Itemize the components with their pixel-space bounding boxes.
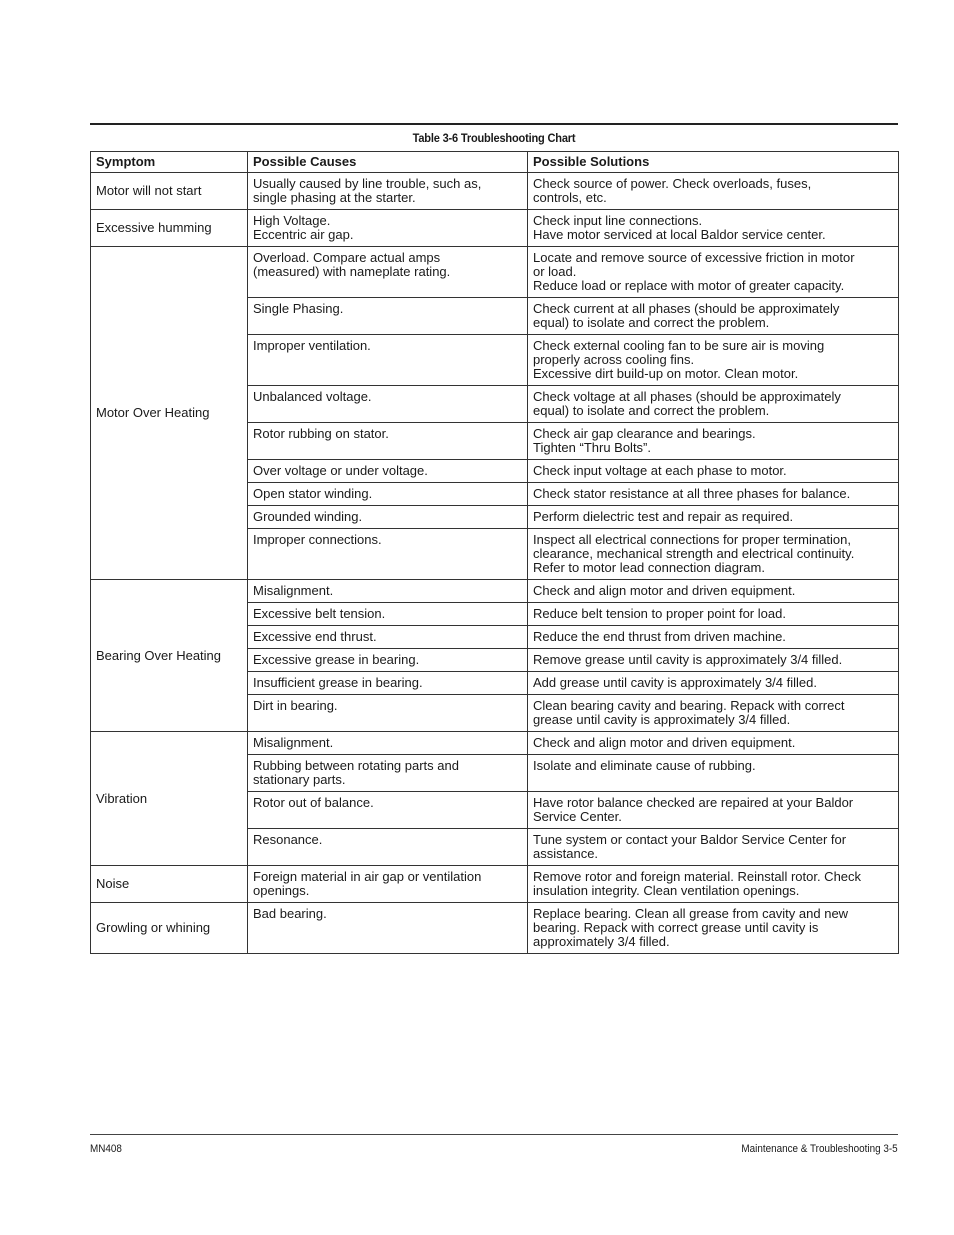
- solution-cell: [528, 649, 899, 672]
- cause-cell: [248, 335, 528, 386]
- cause-line: Improper ventilation.: [253, 338, 371, 353]
- solution-line: assistance.: [533, 846, 599, 861]
- cause-line: single phasing at the starter.: [253, 190, 416, 205]
- cause-line: Bad bearing.: [253, 906, 327, 921]
- solution-line: Check external cooling fan to be sure air is moving: [533, 338, 825, 353]
- cause-line: Open stator winding.: [253, 486, 373, 501]
- table-row: [91, 173, 899, 210]
- cause-line: Excessive grease in bearing.: [253, 652, 420, 667]
- solution-line: Inspect all electrical connections for proper termination,: [533, 532, 851, 547]
- solution-cell: [528, 173, 899, 210]
- solution-line: Service Center.: [533, 809, 622, 824]
- cause-cell: [248, 173, 528, 210]
- cause-cell: [248, 529, 528, 580]
- cause-line: Usually caused by line trouble, such as,: [253, 176, 482, 191]
- symptom-cell: Noise: [91, 866, 248, 903]
- solution-line: Reduce belt tension to proper point for load.: [533, 606, 786, 621]
- cause-cell: [248, 460, 528, 483]
- cause-cell: [248, 626, 528, 649]
- solution-cell: [528, 335, 899, 386]
- solution-line: Locate and remove source of excessive friction in motor: [533, 250, 855, 265]
- solution-cell: [528, 695, 899, 732]
- footer-rule: [90, 1134, 898, 1135]
- solution-cell: [528, 483, 899, 506]
- solution-cell: [528, 247, 899, 298]
- top-rule: [90, 123, 898, 125]
- table-header-row: [91, 152, 899, 173]
- cause-cell: [248, 247, 528, 298]
- solution-cell: [528, 210, 899, 247]
- solution-line: Excessive dirt build-up on motor. Clean motor.: [533, 366, 799, 381]
- solution-cell: [528, 866, 899, 903]
- solution-line: Check air gap clearance and bearings.: [533, 426, 756, 441]
- cause-cell: [248, 755, 528, 792]
- solution-line: Check and align motor and driven equipment.: [533, 583, 796, 598]
- cause-cell: [248, 210, 528, 247]
- solution-cell: [528, 423, 899, 460]
- cause-line: Improper connections.: [253, 532, 382, 547]
- solution-cell: [528, 626, 899, 649]
- header-possible-solutions: Possible Solutions: [528, 152, 899, 173]
- footer-section-page: Maintenance & Troubleshooting 3-5: [741, 1143, 898, 1155]
- cause-line: Foreign material in air gap or ventilation: [253, 869, 482, 884]
- cause-cell: [248, 580, 528, 603]
- cause-line: Unbalanced voltage.: [253, 389, 372, 404]
- cause-line: Excessive end thrust.: [253, 629, 377, 644]
- solution-line: approximately 3/4 filled.: [533, 934, 670, 949]
- solution-cell: [528, 792, 899, 829]
- cause-cell: [248, 506, 528, 529]
- solution-cell: [528, 672, 899, 695]
- solution-line: Check stator resistance at all three phases for balance.: [533, 486, 851, 501]
- solution-line: Have motor serviced at local Baldor service center.: [533, 227, 826, 242]
- solution-line: equal) to isolate and correct the problem.: [533, 403, 770, 418]
- solution-line: Check source of power. Check overloads, fuses,: [533, 176, 812, 191]
- solution-cell: [528, 298, 899, 335]
- solution-line: grease until cavity is approximately 3/4 filled.: [533, 712, 791, 727]
- header-symptom: Symptom: [91, 152, 248, 173]
- table-row: [91, 866, 899, 903]
- cause-cell: [248, 829, 528, 866]
- footer-doc-number: MN408: [90, 1143, 122, 1155]
- table-row: [91, 903, 899, 954]
- table-row: [91, 580, 899, 603]
- solution-line: Perform dielectric test and repair as required.: [533, 509, 794, 524]
- cause-line: Over voltage or under voltage.: [253, 463, 428, 478]
- cause-line: Rotor out of balance.: [253, 795, 374, 810]
- solution-line: equal) to isolate and correct the problem.: [533, 315, 770, 330]
- table-row: [91, 210, 899, 247]
- cause-cell: [248, 603, 528, 626]
- cause-cell: [248, 695, 528, 732]
- table-row: [91, 732, 899, 755]
- solution-line: Check current at all phases (should be approximately: [533, 301, 840, 316]
- solution-line: Check input voltage at each phase to motor.: [533, 463, 787, 478]
- cause-line: Eccentric air gap.: [253, 227, 354, 242]
- cause-line: High Voltage.: [253, 213, 331, 228]
- solution-line: insulation integrity. Clean ventilation openings.: [533, 883, 800, 898]
- solution-line: properly across cooling fins.: [533, 352, 695, 367]
- table-caption: Table 3-6 Troubleshooting Chart: [412, 131, 576, 145]
- cause-line: Rotor rubbing on stator.: [253, 426, 389, 441]
- symptom-cell: Motor will not start: [91, 173, 248, 210]
- solution-line: Have rotor balance checked are repaired at your Baldor: [533, 795, 854, 810]
- solution-cell: [528, 829, 899, 866]
- cause-cell: [248, 483, 528, 506]
- solution-line: Remove rotor and foreign material. Reinstall rotor. Check: [533, 869, 862, 884]
- symptom-cell: Vibration: [91, 732, 248, 866]
- cause-line: stationary parts.: [253, 772, 346, 787]
- cause-cell: [248, 298, 528, 335]
- solution-line: Check and align motor and driven equipment.: [533, 735, 796, 750]
- cause-line: Insufficient grease in bearing.: [253, 675, 423, 690]
- cause-line: Misalignment.: [253, 735, 334, 750]
- cause-line: Resonance.: [253, 832, 323, 847]
- solution-line: Check voltage at all phases (should be approximately: [533, 389, 841, 404]
- cause-line: Misalignment.: [253, 583, 334, 598]
- cause-cell: [248, 903, 528, 954]
- cause-line: openings.: [253, 883, 310, 898]
- solution-line: bearing. Repack with correct grease until cavity is: [533, 920, 819, 935]
- cause-line: Dirt in bearing.: [253, 698, 338, 713]
- table-row: [91, 247, 899, 298]
- cause-line: Rubbing between rotating parts and: [253, 758, 459, 773]
- symptom-cell: Motor Over Heating: [91, 247, 248, 580]
- symptom-cell: Growling or whining: [91, 903, 248, 954]
- cause-line: Excessive belt tension.: [253, 606, 386, 621]
- solution-cell: [528, 460, 899, 483]
- solution-line: or load.: [533, 264, 577, 279]
- symptom-cell: Excessive humming: [91, 210, 248, 247]
- solution-line: Isolate and eliminate cause of rubbing.: [533, 758, 756, 773]
- solution-line: Remove grease until cavity is approximately 3/4 filled.: [533, 652, 843, 667]
- solution-line: Reduce load or replace with motor of greater capacity.: [533, 278, 845, 293]
- cause-cell: [248, 866, 528, 903]
- cause-cell: [248, 423, 528, 460]
- troubleshooting-table: [90, 151, 899, 954]
- solution-line: Tune system or contact your Baldor Service Center for: [533, 832, 847, 847]
- cause-line: Single Phasing.: [253, 301, 344, 316]
- cause-line: Grounded winding.: [253, 509, 363, 524]
- solution-cell: [528, 903, 899, 954]
- cause-line: Overload. Compare actual amps: [253, 250, 441, 265]
- solution-cell: [528, 732, 899, 755]
- solution-line: controls, etc.: [533, 190, 607, 205]
- header-possible-causes: Possible Causes: [248, 152, 528, 173]
- cause-cell: [248, 792, 528, 829]
- solution-line: Reduce the end thrust from driven machine.: [533, 629, 786, 644]
- solution-cell: [528, 506, 899, 529]
- solution-cell: [528, 603, 899, 626]
- solution-line: Add grease until cavity is approximately 3/4 filled.: [533, 675, 817, 690]
- solution-line: Tighten “Thru Bolts”.: [533, 440, 652, 455]
- symptom-cell: Bearing Over Heating: [91, 580, 248, 732]
- cause-cell: [248, 672, 528, 695]
- solution-line: Replace bearing. Clean all grease from cavity and new: [533, 906, 849, 921]
- solution-cell: [528, 529, 899, 580]
- cause-cell: [248, 386, 528, 423]
- solution-cell: [528, 755, 899, 792]
- solution-line: Refer to motor lead connection diagram.: [533, 560, 765, 575]
- solution-line: Check input line connections.: [533, 213, 703, 228]
- cause-cell: [248, 732, 528, 755]
- cause-line: (measured) with nameplate rating.: [253, 264, 451, 279]
- cause-cell: [248, 649, 528, 672]
- solution-line: clearance, mechanical strength and electrical continuity.: [533, 546, 855, 561]
- solution-cell: [528, 580, 899, 603]
- solution-line: Clean bearing cavity and bearing. Repack with correct: [533, 698, 845, 713]
- solution-cell: [528, 386, 899, 423]
